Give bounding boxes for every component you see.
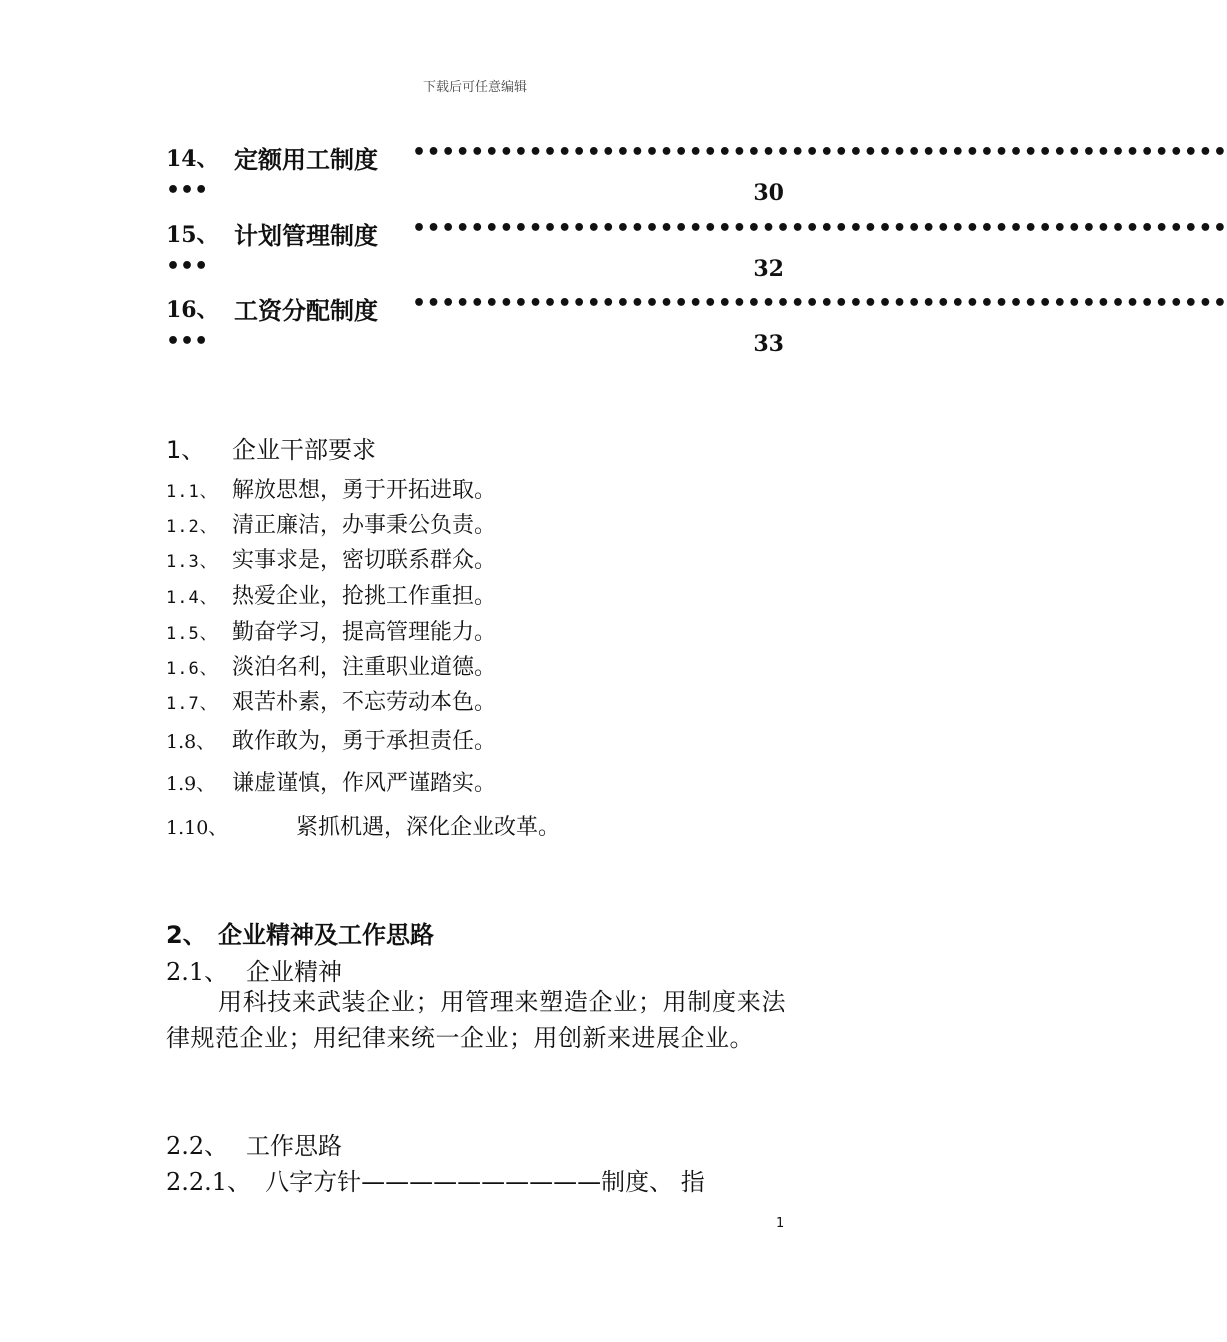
subsection-number: 2.1、 — [166, 958, 229, 986]
toc-entry-continuation[interactable] — [166, 180, 784, 214]
subsubsection-line — [166, 1162, 786, 1197]
item-number: 1.9、 — [166, 773, 216, 795]
subsubsection-number: 2.2.1、 — [166, 1168, 252, 1196]
item-number: 1.2、 — [166, 517, 218, 537]
item-number: 1.6、 — [166, 659, 218, 679]
toc-number: 14、 — [166, 146, 219, 172]
item-text: 淡泊名利，注重职业道德。 — [232, 655, 497, 680]
list-item — [166, 650, 496, 681]
subsection-title: 企业精神 — [246, 958, 342, 986]
item-number: 1.8、 — [166, 731, 216, 753]
list-item — [166, 543, 496, 574]
item-number: 1.5、 — [166, 624, 218, 644]
toc-leader-dots: ••• — [166, 254, 209, 279]
item-text: 紧抓机遇，深化企业改革。 — [296, 815, 561, 840]
toc-leader-dots: •••••••••••••••••••••••••••••••••••••••••••••••••••••••• — [412, 140, 1227, 165]
item-text: 艰苦朴素，不忘劳动本色。 — [232, 690, 497, 715]
toc-entry-continuation[interactable] — [166, 331, 784, 365]
body-paragraph: 用科技来武装企业；用管理来塑造企业；用制度来法律规范企业；用纪律来统一企业；用创新来进展企业。 — [166, 988, 786, 1052]
section-number: 1、 — [166, 436, 206, 464]
list-item — [166, 508, 496, 539]
item-text: 实事求是，密切联系群众。 — [232, 548, 497, 573]
list-item — [166, 615, 496, 646]
toc-entry[interactable] — [166, 291, 1227, 327]
section-title: 企业精神及工作思路 — [218, 921, 434, 949]
list-item — [166, 579, 496, 610]
toc-title: 计划管理制度 — [234, 222, 378, 250]
subsection-heading — [166, 952, 342, 987]
subsection-number: 2.2、 — [166, 1132, 229, 1160]
list-item — [166, 766, 496, 797]
item-number: 1.1、 — [166, 482, 218, 502]
toc-leader-dots: ••• — [166, 329, 209, 354]
toc-leader-dots: •••••••••••••••••••••••••••••••••••••••••••••••••••••••• — [412, 216, 1227, 241]
toc-number: 16、 — [166, 297, 219, 323]
list-item — [166, 685, 496, 716]
section-heading — [166, 915, 434, 950]
item-number: 1.3、 — [166, 552, 218, 572]
list-item — [166, 724, 496, 755]
toc-entry-continuation[interactable] — [166, 256, 784, 290]
toc-number: 15、 — [166, 222, 219, 248]
item-number: 1.7、 — [166, 694, 218, 714]
item-text: 敢作敢为，勇于承担责任。 — [232, 729, 497, 754]
subsection-title: 工作思路 — [246, 1132, 342, 1160]
list-item — [166, 810, 560, 841]
toc-leader-dots: •••••••••••••••••••••••••••••••••••••••••••••••••••••••• — [412, 291, 1227, 316]
item-number: 1.10、 — [166, 817, 228, 839]
toc-page-number: 33 — [753, 331, 784, 357]
item-text: 勤奋学习，提高管理能力。 — [232, 620, 497, 645]
toc-entry[interactable] — [166, 216, 1227, 252]
toc-entry[interactable] — [166, 140, 1227, 176]
item-text: 解放思想，勇于开拓进取。 — [232, 478, 497, 503]
toc-page-number: 30 — [753, 180, 784, 206]
section-heading — [166, 430, 376, 465]
section-title: 企业干部要求 — [232, 436, 376, 464]
section-number: 2、 — [166, 921, 207, 949]
toc-leader-dots: ••• — [166, 178, 209, 203]
item-text: 清正廉洁，办事秉公负责。 — [232, 513, 497, 538]
toc-page-number: 32 — [753, 256, 784, 282]
page-header: 下载后可任意编辑 — [422, 80, 527, 95]
item-text: 谦虚谨慎，作风严谨踏实。 — [232, 771, 497, 796]
subsection-heading — [166, 1126, 342, 1161]
item-text: 热爱企业，抢挑工作重担。 — [232, 584, 497, 609]
page-number: 1 — [776, 1216, 785, 1231]
toc-title: 定额用工制度 — [234, 146, 378, 174]
toc-title: 工资分配制度 — [234, 297, 378, 325]
subsubsection-text: 八字方针——————————制度、 指 — [265, 1168, 705, 1196]
item-number: 1.4、 — [166, 588, 218, 608]
list-item — [166, 473, 496, 504]
